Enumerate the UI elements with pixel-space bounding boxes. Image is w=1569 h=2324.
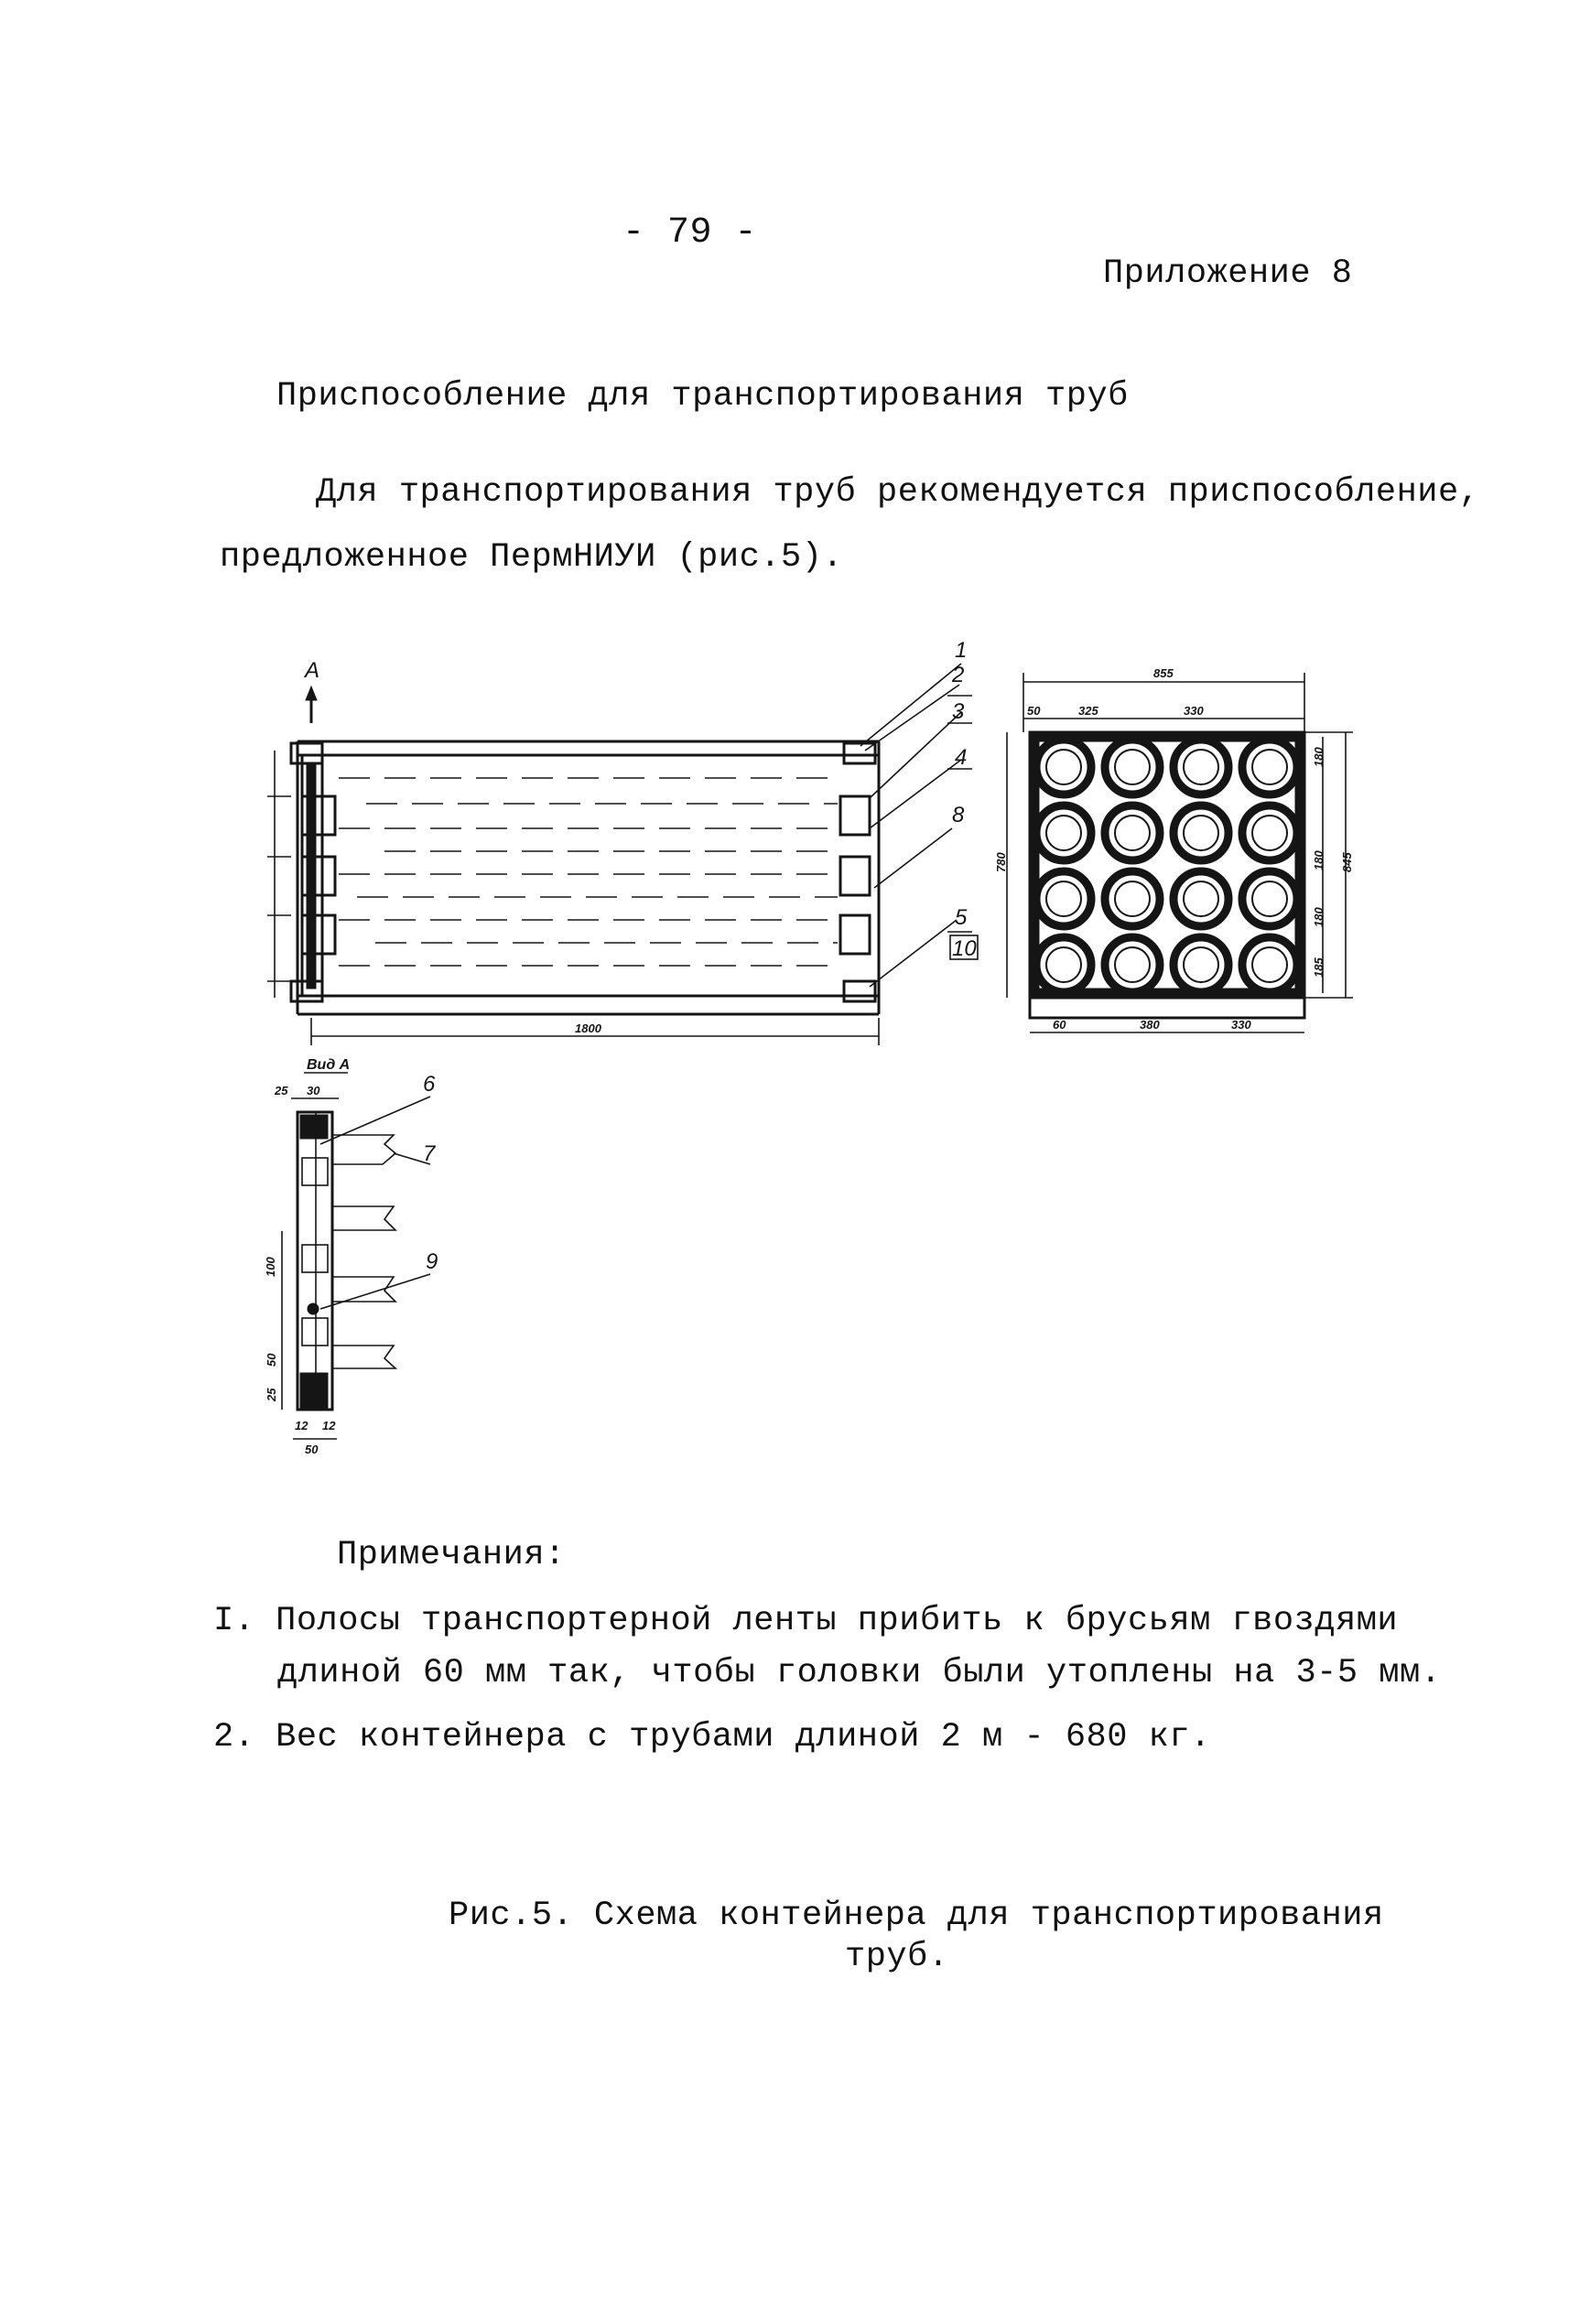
- side-dim-left-2: 50: [265, 1353, 278, 1367]
- end-view: [994, 666, 1354, 1032]
- pipe-section: [1242, 871, 1297, 926]
- pipe-section: [1105, 805, 1160, 860]
- view-marker: A: [305, 658, 320, 683]
- callout-3: 3: [952, 699, 965, 724]
- callout-7: 7: [423, 1141, 436, 1166]
- figure-caption-line-2: труб.: [845, 1938, 949, 1976]
- front-view: [267, 638, 978, 1045]
- dimension-height-side: 780: [994, 852, 1008, 872]
- side-dim-left-1: 100: [264, 1257, 277, 1277]
- side-view: [264, 1057, 438, 1456]
- pipe-bore: [1115, 816, 1150, 850]
- side-dim-bottom-3: 50: [305, 1443, 319, 1456]
- dimension-height-part-1: 180: [1312, 747, 1326, 767]
- callout-10: 10: [952, 936, 977, 961]
- note-1-line-2: длиной 60 мм так, чтобы головки были утоплены на 3-5 мм.: [277, 1654, 1442, 1692]
- pipe-bore: [1184, 881, 1218, 916]
- pipe-bore: [1046, 816, 1081, 850]
- pipe-section: [1105, 740, 1160, 794]
- side-dim-bottom-2: 12: [322, 1419, 336, 1432]
- dimension-height-part-2: 180: [1312, 850, 1326, 870]
- pipe-bore: [1184, 750, 1218, 784]
- pipe-bore: [1046, 881, 1081, 916]
- intro-line-2: предложенное ПермНИУИ (рис.5).: [220, 538, 844, 577]
- appendix-label: Приложение 8: [1103, 254, 1353, 293]
- pipe-bore: [1184, 947, 1218, 982]
- callout-4: 4: [955, 745, 968, 770]
- pipe-section: [1036, 871, 1091, 926]
- pipe-section: [1105, 937, 1160, 992]
- pipe-bore: [1115, 947, 1150, 982]
- dimension-width-total: 855: [1153, 666, 1174, 680]
- pipe-section: [1036, 805, 1091, 860]
- notes-title: Примечания:: [337, 1536, 566, 1574]
- note-2: 2. Вес контейнера с трубами длиной 2 м - 680 кг.: [213, 1718, 1211, 1757]
- pipe-section: [1242, 805, 1297, 860]
- pipe-bore: [1046, 947, 1081, 982]
- callout-9: 9: [426, 1249, 438, 1274]
- pipe-section: [1105, 871, 1160, 926]
- pipe-section: [1174, 871, 1228, 926]
- dimension-height-part-3: 180: [1312, 907, 1326, 927]
- pipe-bore: [1046, 750, 1081, 784]
- intro-line-1: Для транспортирования труб рекомендуется приспособление,: [316, 473, 1480, 512]
- pipe-section: [1036, 937, 1091, 992]
- side-dim-top-1: 25: [275, 1084, 288, 1097]
- pipe-section: [1036, 740, 1091, 794]
- pipe-bore: [1252, 947, 1287, 982]
- callout-5: 5: [955, 905, 968, 930]
- dimension-width-part-3: 330: [1184, 704, 1204, 718]
- side-dim-bottom-1: 12: [295, 1419, 308, 1432]
- callout-2: 2: [952, 663, 965, 687]
- callout-8: 8: [952, 803, 965, 827]
- side-dim-left-3: 25: [265, 1388, 278, 1401]
- pipe-section: [1242, 740, 1297, 794]
- dimension-bottom-3: 330: [1231, 1018, 1251, 1032]
- side-view-label: Вид А: [307, 1057, 351, 1073]
- pipe-bore: [1184, 816, 1218, 850]
- dimension-bottom-1: 60: [1053, 1018, 1066, 1032]
- pipe-bore: [1252, 816, 1287, 850]
- figure-caption-line-1: Рис.5. Схема контейнера для транспортирования: [449, 1897, 1384, 1935]
- side-dim-top-2: 30: [307, 1084, 320, 1097]
- dimension-length: 1800: [575, 1021, 601, 1035]
- pipe-section: [1174, 805, 1228, 860]
- callout-6: 6: [423, 1072, 436, 1097]
- dimension-width-part-1: 50: [1027, 704, 1041, 718]
- section-heading: Приспособление для транспортирования труб: [276, 377, 1129, 416]
- pipe-section: [1242, 937, 1297, 992]
- pipe-grid: [1036, 740, 1297, 992]
- dimension-height-total: 845: [1340, 852, 1354, 872]
- page-number: - 79 -: [622, 212, 758, 254]
- pipe-bore: [1115, 881, 1150, 916]
- dimension-height-part-4: 185: [1312, 957, 1326, 978]
- pipe-section: [1174, 740, 1228, 794]
- pipe-bore: [1115, 750, 1150, 784]
- pipe-bore: [1252, 750, 1287, 784]
- callout-1: 1: [955, 638, 968, 663]
- pipe-bore: [1252, 881, 1287, 916]
- dimension-bottom-2: 380: [1140, 1018, 1160, 1032]
- pipe-section: [1174, 937, 1228, 992]
- dimension-width-part-2: 325: [1078, 704, 1098, 718]
- note-1-line-1: I. Полосы транспортерной ленты прибить к брусьям гвоздями: [213, 1602, 1399, 1640]
